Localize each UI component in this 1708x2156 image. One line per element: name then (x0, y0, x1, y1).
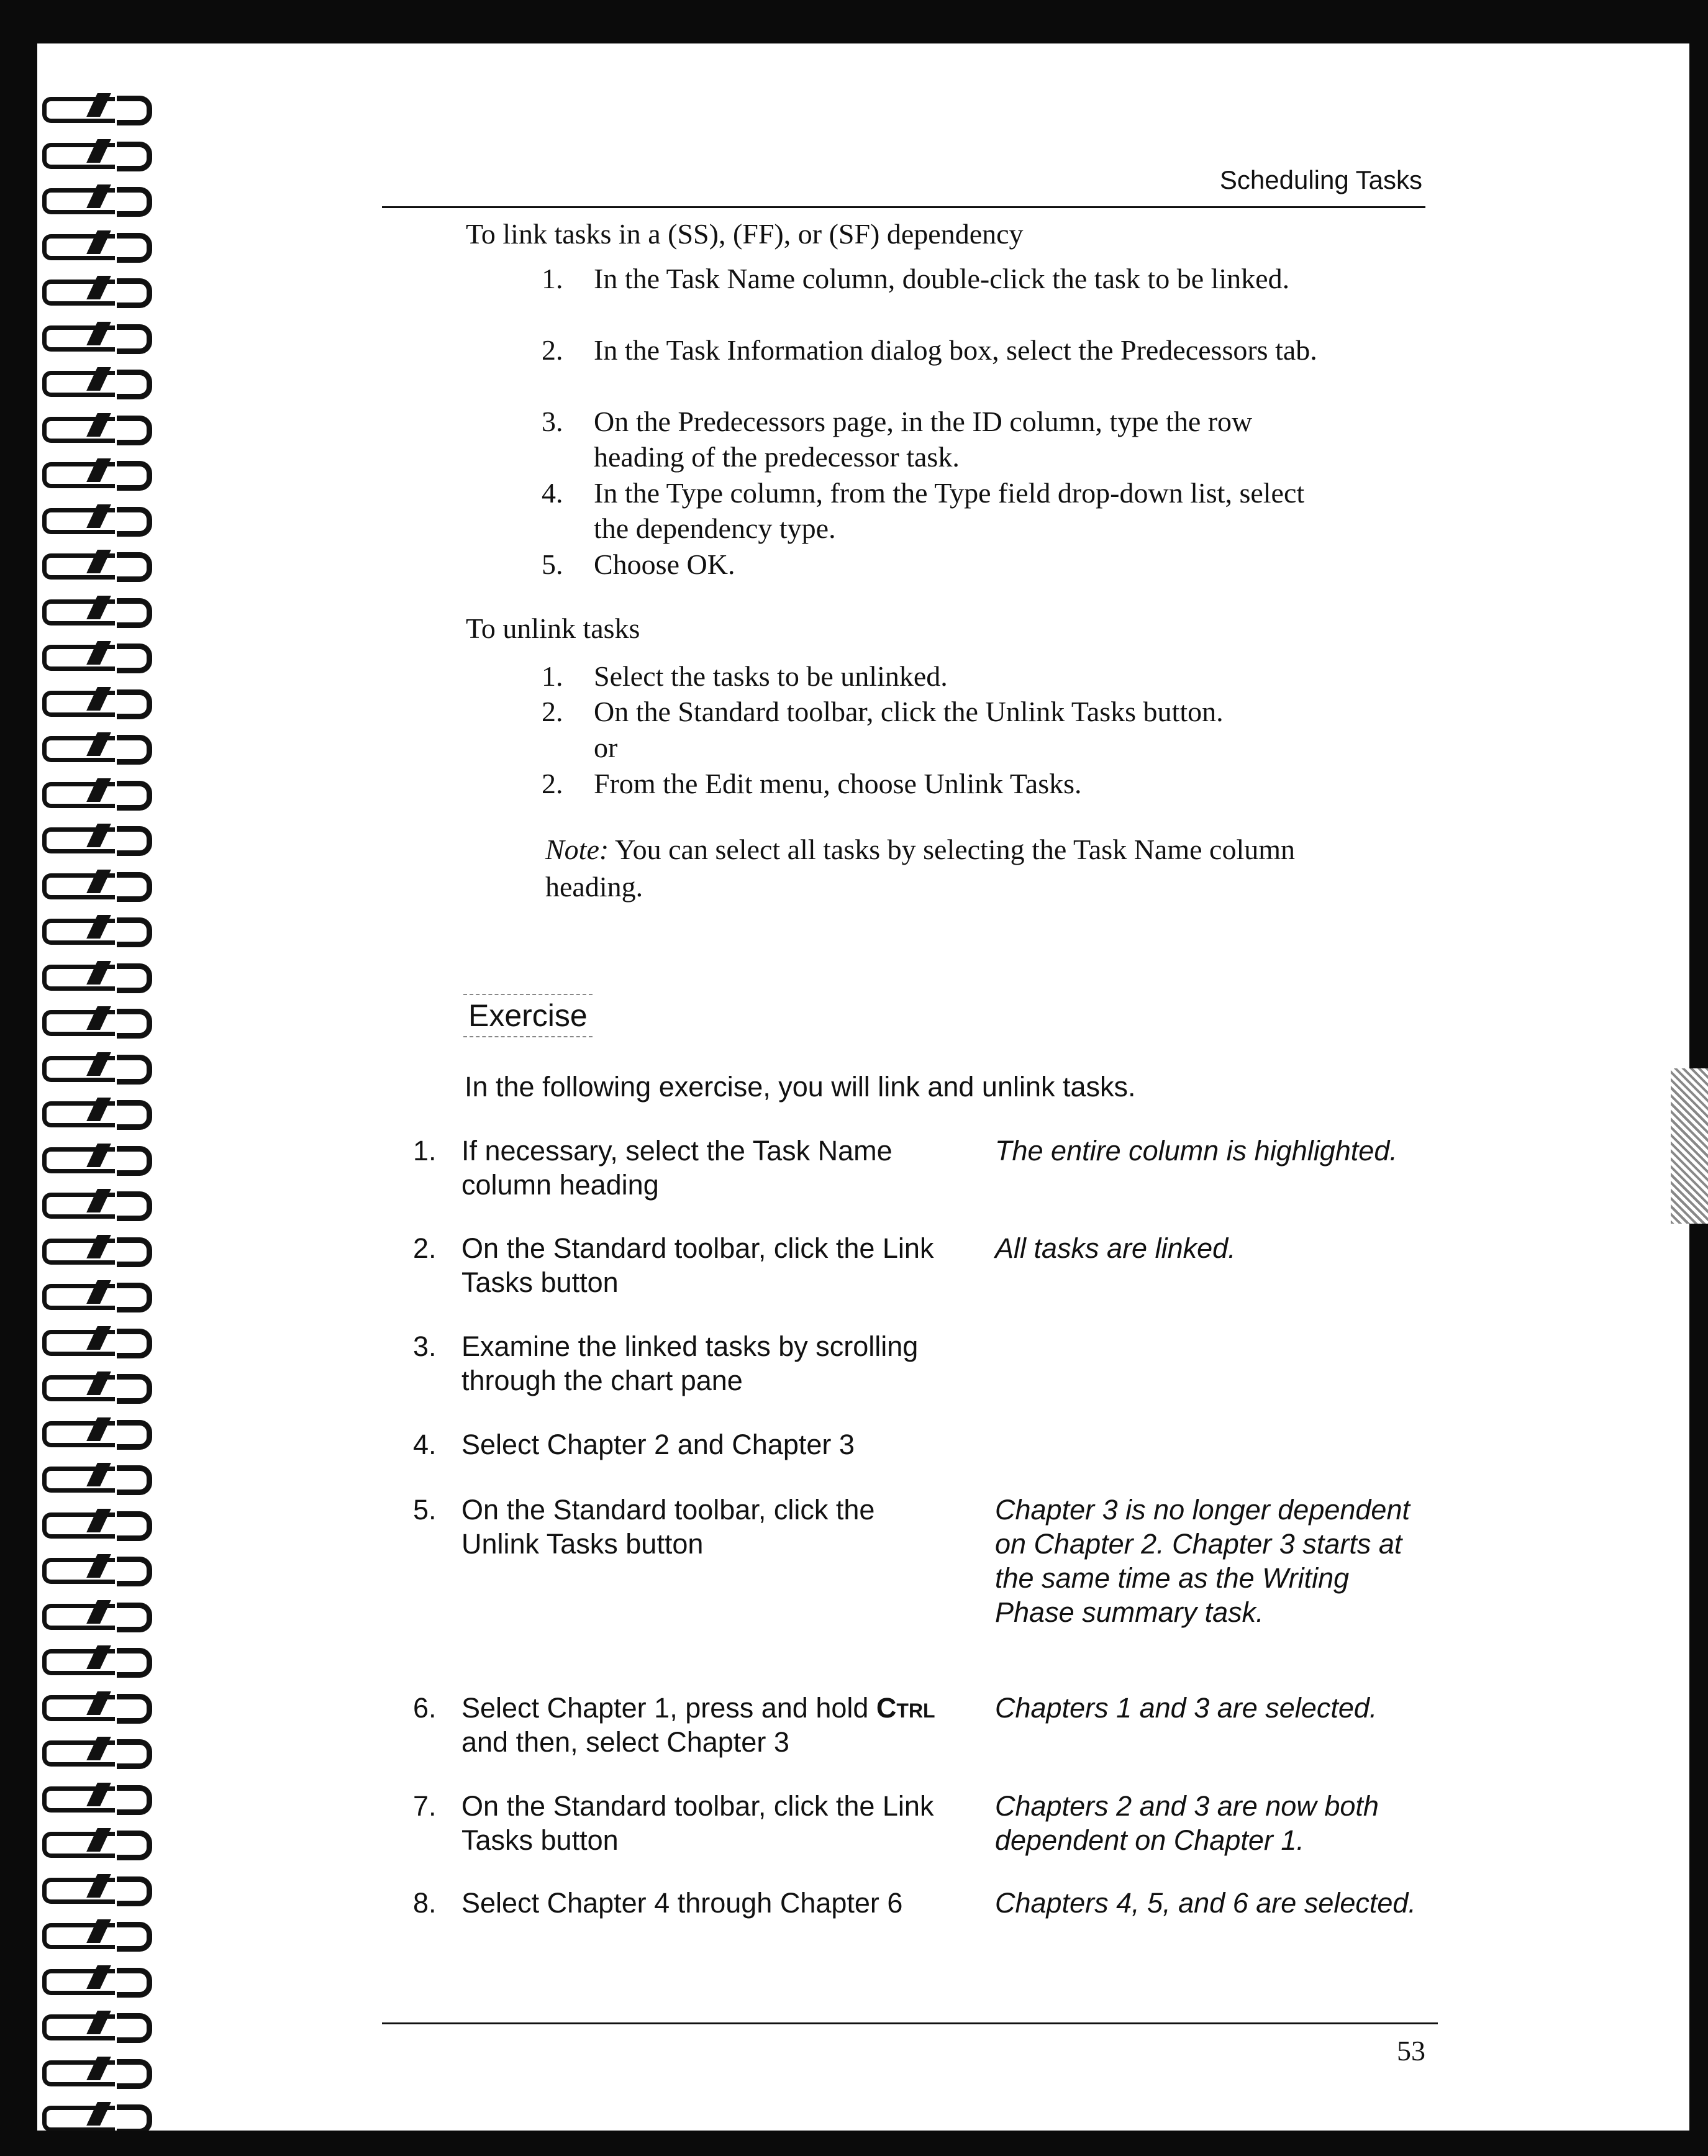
spiral-coil (42, 961, 151, 986)
spiral-coil (42, 1280, 151, 1305)
step-text: From the Edit menu, choose Unlink Tasks. (594, 768, 1082, 799)
spiral-coil (42, 1417, 151, 1442)
note-label: Note: (545, 834, 609, 865)
step-text: Select the tasks to be unlinked. (594, 660, 948, 692)
spiral-coil (42, 1554, 151, 1579)
unlink-section-title: To unlink tasks (466, 612, 640, 644)
spiral-coil (42, 276, 151, 301)
spiral-coil (42, 1919, 151, 1944)
spiral-coil (42, 1006, 151, 1031)
spiral-coil (42, 93, 151, 118)
header-rule (382, 206, 1425, 208)
step-number: 5. (542, 548, 563, 580)
spiral-coil (42, 1828, 151, 1853)
step-action (461, 1691, 958, 1759)
step-number: 3. (542, 406, 563, 437)
spiral-coil (42, 778, 151, 803)
spiral-coil (42, 1783, 151, 1808)
step-result: The entire column is highlighted. (995, 1135, 1397, 1167)
spiral-coil (42, 641, 151, 666)
step-text: In the Task Name column, double-click the task to be linked. (594, 263, 1290, 294)
step-result: Chapters 2 and 3 are now both dependent on Chapter 1. (995, 1790, 1379, 1856)
spiral-coil (42, 824, 151, 848)
spiral-coil (42, 413, 151, 438)
spiral-coil (42, 1600, 151, 1625)
step-number: 8. (413, 1887, 437, 1919)
spiral-binding (37, 93, 155, 2131)
spiral-coil (42, 1098, 151, 1122)
spiral-coil (42, 1052, 151, 1077)
step-number: 3. (413, 1330, 437, 1362)
step-number: 2. (542, 334, 563, 366)
step-action: Select Chapter 2 and Chapter 3 (461, 1429, 855, 1460)
spiral-coil (42, 322, 151, 347)
spiral-coil (42, 550, 151, 575)
spiral-coil (42, 870, 151, 894)
step-number: 2. (413, 1232, 437, 1264)
spiral-coil (42, 1463, 151, 1488)
spiral-coil (42, 1965, 151, 1990)
spiral-coil (42, 2057, 151, 2081)
page-number: 53 (1397, 2035, 1425, 2067)
spiral-coil (42, 504, 151, 529)
spiral-coil (42, 367, 151, 392)
step-number: 4. (413, 1429, 437, 1460)
ctrl-key: Ctrl (876, 1692, 935, 1724)
step-text: In the Type column, from the Type field drop-down list, select the dependency type. (594, 477, 1305, 544)
spiral-coil (42, 1371, 151, 1396)
step-action: Select Chapter 4 through Chapter 6 (461, 1887, 903, 1919)
step-text: On the Standard toolbar, click the Unlink Tasks button. (594, 696, 1224, 727)
spiral-coil (42, 1509, 151, 1534)
step-number: 7. (413, 1790, 437, 1822)
spiral-coil (42, 915, 151, 940)
spiral-coil (42, 1326, 151, 1351)
step-text: On the Predecessors page, in the ID column, type the row heading of the predecessor task. (594, 406, 1253, 473)
step-number: 2. (542, 696, 563, 727)
spiral-coil (42, 1235, 151, 1260)
step-number: 1. (542, 660, 563, 692)
step-action: On the Standard toolbar, click the Link Tasks button (461, 1232, 934, 1298)
spiral-coil (42, 687, 151, 712)
spiral-coil (42, 458, 151, 483)
step-number: 2. (542, 768, 563, 799)
step-number: 4. (542, 477, 563, 509)
scan-noise (1671, 1068, 1708, 1224)
exercise-heading: Exercise (463, 994, 593, 1037)
step-text: Choose OK. (594, 548, 735, 580)
spiral-coil (42, 2011, 151, 2035)
note-text: You can select all tasks by selecting the Task Name column heading. (545, 834, 1296, 903)
spiral-coil (42, 732, 151, 757)
spiral-coil (42, 139, 151, 164)
link-section-title: To link tasks in a (SS), (FF), or (SF) dependency (466, 218, 1024, 250)
step-action: If necessary, select the Task Name column heading (461, 1135, 893, 1201)
step-result: Chapters 4, 5, and 6 are selected. (995, 1887, 1416, 1919)
spiral-coil (42, 1737, 151, 1762)
step-action: On the Standard toolbar, click the Link Tasks button (461, 1790, 934, 1856)
step-result: Chapters 1 and 3 are selected. (995, 1692, 1378, 1724)
note-paragraph (545, 831, 1322, 906)
spiral-coil (42, 1144, 151, 1168)
spiral-coil (42, 1645, 151, 1670)
spiral-coil (42, 2102, 151, 2127)
step-number: 1. (542, 263, 563, 294)
step-action: On the Standard toolbar, click the Unlink Tasks button (461, 1494, 875, 1560)
action-text-post: and then, select Chapter 3 (461, 1726, 789, 1758)
running-header: Scheduling Tasks (1219, 165, 1422, 194)
step-number: 1. (413, 1135, 437, 1167)
step-action: Examine the linked tasks by scrolling through the chart pane (461, 1330, 919, 1396)
spiral-coil (42, 1874, 151, 1899)
step-text: In the Task Information dialog box, select the Predecessors tab. (594, 334, 1317, 366)
step-text: or (594, 732, 618, 763)
exercise-intro: In the following exercise, you will link and unlink tasks. (465, 1071, 1136, 1103)
spiral-coil (42, 184, 151, 209)
step-result: Chapter 3 is no longer dependent on Chapter 2. Chapter 3 starts at the same time as the Writing Phase summary task. (995, 1494, 1410, 1628)
spiral-coil (42, 596, 151, 621)
step-number: 5. (413, 1494, 437, 1526)
action-text-pre: Select Chapter 1, press and hold (461, 1692, 876, 1724)
spiral-coil (42, 1691, 151, 1716)
step-result: All tasks are linked. (995, 1232, 1236, 1264)
book-page (37, 43, 1689, 2131)
step-number: 6. (413, 1692, 437, 1724)
spiral-coil (42, 1189, 151, 1214)
spiral-coil (42, 230, 151, 255)
footer-rule (382, 2022, 1438, 2024)
